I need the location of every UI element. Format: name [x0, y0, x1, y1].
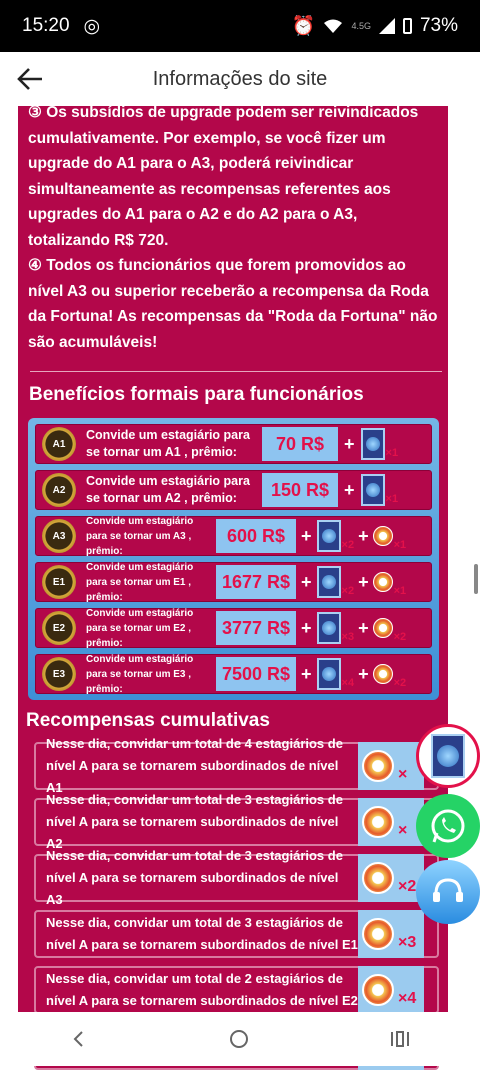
benefit-text: Convide um estagiário para se tornar um E3 , prêmio:: [86, 653, 194, 695]
benefit-text: Convide um estagiário para se tornar um E2 , prêmio:: [86, 607, 194, 649]
plus-sign: +: [301, 571, 312, 592]
card-multiplier: ×4: [341, 677, 355, 689]
plus-sign: +: [358, 571, 369, 592]
card-multiplier: ×2: [341, 539, 355, 551]
benefit-amount: 150 R$: [262, 473, 338, 507]
card-multiplier: ×2: [341, 585, 355, 597]
plus-sign: +: [301, 617, 312, 638]
level-badge-icon: E2: [42, 611, 76, 645]
benefit-amount: 7500 R$: [216, 657, 296, 691]
plus-sign: +: [358, 617, 369, 638]
wheel-multiplier: ×1: [393, 539, 407, 551]
nav-home-icon[interactable]: [228, 1028, 250, 1050]
benefit-text: Convide um estagiário para se tornar um A2 , prêmio:: [86, 474, 250, 505]
benefit-row: [35, 608, 432, 648]
benefit-amount: 1677 R$: [216, 565, 296, 599]
benefit-amount: 3777 R$: [216, 611, 296, 645]
cumulative-row: [34, 792, 439, 851]
cumulative-text: Nesse dia, convidar um total de 3 estagiários de nível A para se tornarem subordinados de nível E1: [46, 915, 358, 952]
cumulative-title: Recompensas cumulativas: [26, 710, 270, 731]
benefits-panel: [28, 418, 439, 700]
reward-multiplier: ×: [398, 822, 408, 839]
page-title: Informações do site: [152, 67, 328, 90]
wifi-icon: [323, 18, 343, 34]
network-type: 4.5G: [351, 21, 371, 31]
cumulative-reward: [358, 966, 424, 1014]
plus-sign: +: [344, 479, 355, 500]
benefit-amount: 600 R$: [216, 519, 296, 553]
arrow-left-icon: [16, 67, 44, 91]
nav-recents-icon[interactable]: [389, 1029, 411, 1049]
benefits-title: Benefícios formais para funcionários: [29, 384, 364, 405]
card-icon: [317, 658, 341, 690]
nav-back-icon[interactable]: [69, 1029, 89, 1049]
fortune-wheel-icon: [373, 572, 393, 592]
fortune-wheel-icon: [373, 664, 393, 684]
cumulative-reward: [358, 742, 424, 790]
fortune-wheel-icon: [362, 862, 394, 894]
rule-paragraph-3: ③ Os subsídios de upgrade podem ser reivindicados cumulativamente. Por exemplo, se você fizer um upgrade do A1 para o A3, poderá reivindicar simultaneamente as recompensas referentes aos upgrades do A1 para o A2 e do A2 para o A3, totalizando R$ 720.: [28, 104, 419, 249]
site-info-content[interactable]: [18, 106, 448, 1012]
alarm-icon: ⏰: [291, 16, 316, 37]
rule-paragraph-4: ④ Todos os funcionários que forem promovidos ao nível A3 ou superior receberão a recompensa da Roda da Fortuna! As recompensas da "Roda da Fortuna" não são acumuláveis!: [28, 257, 438, 351]
card-multiplier: ×3: [341, 631, 355, 643]
back-button[interactable]: [0, 52, 60, 106]
benefit-text: Convide um estagiário para se tornar um E1 , prêmio:: [86, 561, 194, 603]
cumulative-reward: [358, 910, 424, 958]
card-icon: [361, 428, 385, 460]
level-badge-icon: E1: [42, 565, 76, 599]
whatsapp-button[interactable]: [416, 794, 480, 858]
fortune-wheel-icon: [362, 750, 394, 782]
benefit-text: Convide um estagiário para se tornar um A1 , prêmio:: [86, 428, 250, 459]
fortune-wheel-icon: [362, 918, 394, 950]
scrollbar[interactable]: [474, 564, 478, 594]
card-icon: [317, 612, 341, 644]
level-badge-icon: A2: [42, 473, 76, 507]
battery-icon: [403, 18, 412, 34]
card-icon: [361, 474, 385, 506]
fortune-wheel-icon: [373, 526, 393, 546]
customer-service-button[interactable]: [416, 860, 480, 924]
settings-status-icon: ◎: [83, 15, 101, 37]
battery-percent: 73%: [419, 15, 458, 36]
cumulative-reward: [358, 854, 424, 902]
benefit-row: [35, 562, 432, 602]
plus-sign: +: [358, 663, 369, 684]
card-icon: [317, 566, 341, 598]
cumulative-text: Nesse dia, convidar um total de 3 estagiários de nível A para se tornarem subordinados de nível A2: [46, 792, 343, 851]
wheel-multiplier: ×2: [393, 631, 407, 643]
card-icon: [317, 520, 341, 552]
cumulative-text: Nesse dia, convidar um total de 4 estagiários de nível A para se tornarem subordinados de nível A1: [46, 736, 343, 795]
card-reward-float-button[interactable]: [416, 724, 480, 788]
headset-icon: [428, 872, 468, 912]
benefit-row: [35, 470, 432, 510]
level-badge-icon: E3: [42, 657, 76, 691]
reward-multiplier: ×4: [398, 990, 417, 1007]
fortune-wheel-icon: [373, 618, 393, 638]
app-bar: [0, 52, 480, 106]
whatsapp-icon: [428, 806, 468, 846]
level-badge-icon: A3: [42, 519, 76, 553]
plus-sign: +: [301, 525, 312, 546]
reward-multiplier: ×2: [398, 878, 417, 895]
fortune-wheel-icon: [362, 974, 394, 1006]
system-nav-bar: [0, 1012, 480, 1066]
cumulative-text: Nesse dia, convidar um total de 2 estagiários de nível A para se tornarem subordinados de nível E2: [46, 971, 358, 1008]
benefit-row: [35, 654, 432, 694]
reward-multiplier: ×: [398, 766, 408, 783]
cumulative-row: [34, 736, 439, 795]
plus-sign: +: [344, 433, 355, 454]
card-multiplier: ×1: [385, 447, 399, 459]
plus-sign: +: [358, 525, 369, 546]
wheel-multiplier: ×2: [393, 677, 407, 689]
benefit-text: Convide um estagiário para se tornar um A3 , prêmio:: [86, 515, 194, 557]
cumulative-row: [34, 966, 439, 1014]
cumulative-reward: [358, 798, 424, 846]
reward-multiplier: ×3: [398, 934, 417, 951]
plus-sign: +: [301, 663, 312, 684]
status-time: 15:20: [22, 15, 70, 36]
level-badge-icon: A1: [42, 427, 76, 461]
cumulative-row: [34, 848, 439, 907]
benefit-row: [35, 516, 432, 556]
card-icon: [431, 734, 465, 778]
status-icons: [292, 14, 458, 38]
signal-icon: [379, 18, 395, 34]
fortune-wheel-icon: [362, 806, 394, 838]
wheel-multiplier: ×1: [393, 585, 407, 597]
status-bar: [0, 0, 480, 52]
cumulative-text: Nesse dia, convidar um total de 3 estagiários de nível A para se tornarem subordinados de nível A3: [46, 848, 343, 907]
card-multiplier: ×1: [385, 493, 399, 505]
benefit-row: [35, 424, 432, 464]
cumulative-row: [34, 910, 439, 958]
benefit-amount: 70 R$: [262, 427, 338, 461]
